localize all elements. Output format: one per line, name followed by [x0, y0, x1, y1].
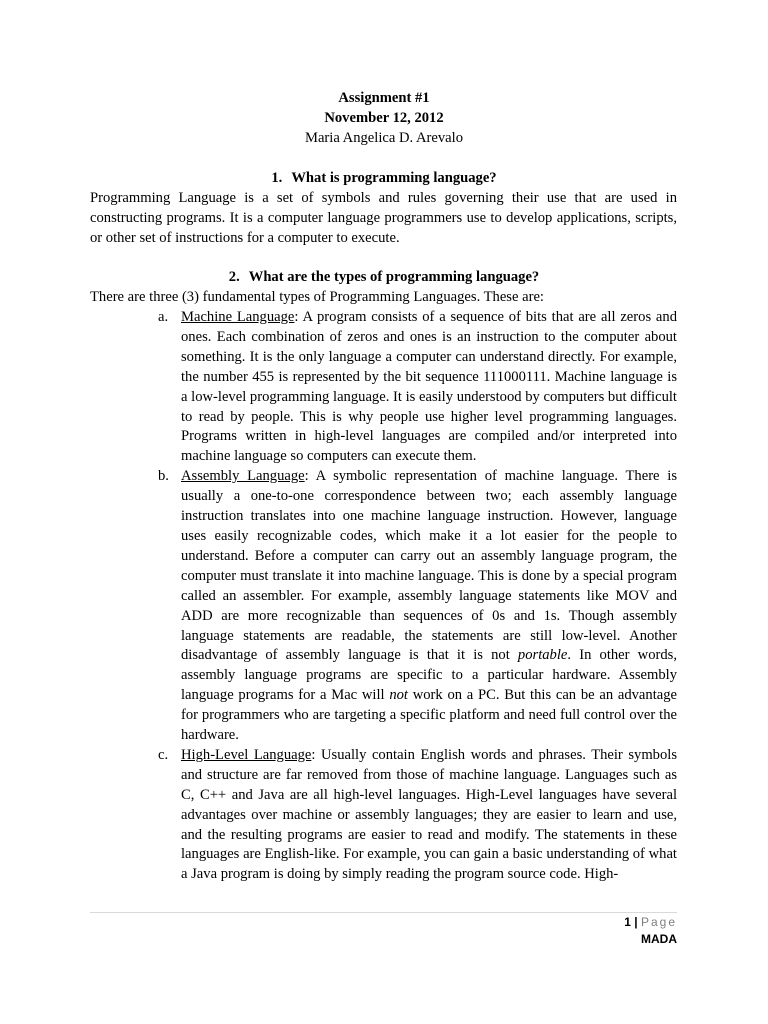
list-marker: c.	[158, 746, 169, 763]
question-1-number: 1.	[271, 170, 283, 186]
document-header	[0, 89, 768, 149]
author-name: Maria Angelica D. Arevalo	[304, 129, 464, 146]
question-2-number: 2.	[228, 269, 240, 285]
emphasis-portable: portable	[517, 647, 568, 664]
footer-mark: MADA	[641, 932, 677, 946]
page-indicator	[624, 914, 677, 931]
term-assembly-language: Assembly Language	[181, 468, 305, 485]
term-high-level-language: High-Level Language	[181, 746, 312, 763]
list-marker: b.	[158, 468, 169, 485]
list-item	[90, 467, 677, 746]
emphasis-not: not	[389, 687, 408, 704]
answer-2-intro: There are three (3) fundamental types of Programming Languages. These are:	[90, 289, 544, 305]
page-label: Page	[640, 915, 677, 929]
answer-1-paragraph: Programming Language is a set of symbols and rules governing their use that are used in constructing programs. It is a computer language programmers use to develop applications, scripts, or other set of instructions for a computer to execute.	[90, 190, 677, 246]
question-1-heading	[0, 169, 768, 189]
machine-language-description: : A program consists of a sequence of bits that are all zeros and ones. Each combination of zeros and ones is an instruction to the computer about something. It is the only language a computer can understand directly. For example, the number 455 is represented by the bit sequence 111000111. Machine language is a low-level programming language. It is easily understood by computers but difficult to read by people. This is why people use higher level programming languages. Programs written in high-level languages are compiled and/or interpreted into machine language so computers can execute them.	[181, 309, 677, 465]
assignment-title: Assignment #1	[338, 90, 430, 106]
page-footer	[624, 914, 677, 948]
list-marker: a.	[158, 309, 169, 325]
high-level-language-description: : Usually contain English words and phrases. Their symbols and structure are far removed from those of machine language. Languages such as C, C++ and Java are all high-level languages. High-Level languages have several advantages over machine or assembly languages; they are easier to learn and use, and the resulting programs are easier to read and modify. The statements in these languages are English-like. For example, you can gain a basic understanding of what a Java program is doing by simply reading the program source code. High-	[181, 746, 678, 883]
list-item	[90, 746, 677, 885]
assembly-language-description-part-3: work on a PC. But this can be an advantage for programmers who are targeting a specific platform and need full control over the hardware.	[181, 687, 678, 744]
page-separator: |	[630, 915, 641, 929]
footer-divider	[90, 912, 677, 913]
question-1-text: What is programming language?	[291, 170, 497, 186]
language-types-list	[90, 308, 677, 885]
question-2-heading	[0, 268, 768, 288]
assembly-language-description-part-1: : A symbolic representation of machine language. There is usually a one-to-one correspondence between two; each assembly language instruction translates into one machine language instruction. However, language uses easily recognizable codes, which make it a lot easier for the people to understand. Before a computer can carry out an assembly language program, the computer must translate it into machine language. This is done by a special program called an assembler. For example, assembly language statements like MOV and ADD are more recognizable than sequences of 0s and 1s. Though assembly language statements are readable, the statements are still low-level. Another disadvantage of assembly language is that it is not	[181, 468, 677, 664]
page-number: 1	[624, 915, 631, 929]
question-2-text: What are the types of programming language?	[248, 269, 540, 285]
list-item	[90, 308, 677, 467]
assembly-language-description-part-2: . In other words, assembly language programs are specific to a particular hardware. Assembly language programs for a Mac will	[181, 647, 677, 704]
assignment-date: November 12, 2012	[324, 109, 444, 126]
term-machine-language: Machine Language	[181, 309, 295, 325]
